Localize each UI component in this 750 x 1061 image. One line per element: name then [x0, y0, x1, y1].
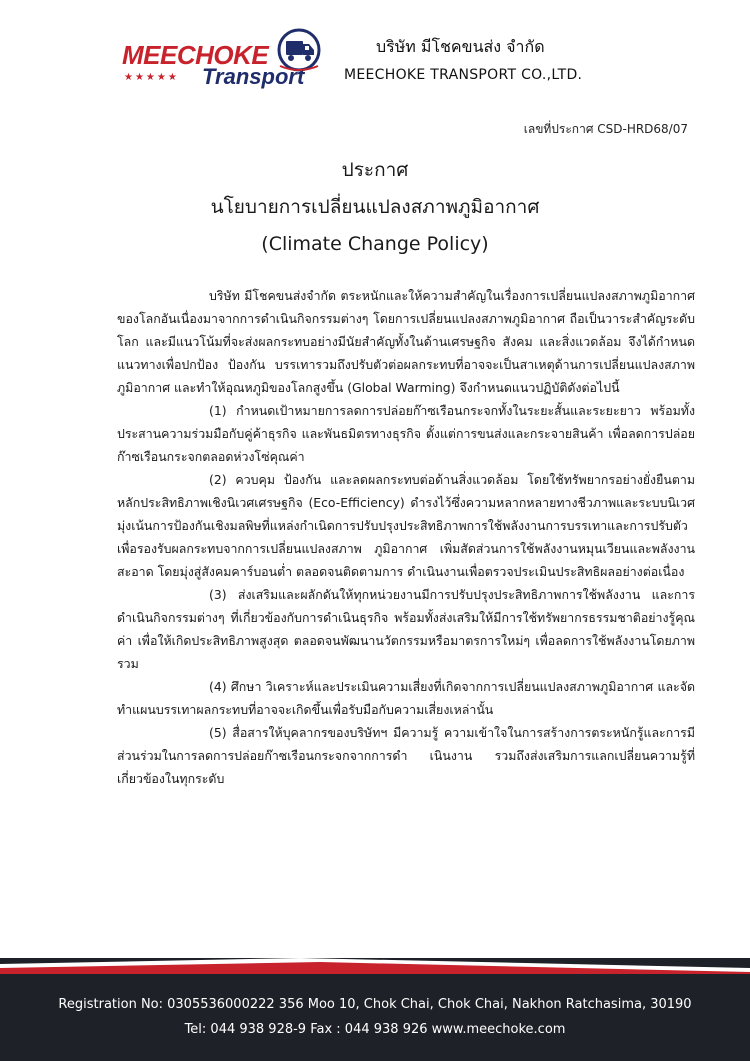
- policy-item-5: (5) สื่อสารให้บุคลากรของบริษัทฯ มีความรู้ ความเข้าใจในการสร้างการตระหนักรู้และการมี ส่วนร่วมในการลดการปล่อยก๊าซเรือนกระจกจากการดำ เนินงาน รวมถึงส่งเสริมการแลกเปลี่ยนความรู้ที่เกี่ยวข้องในทุกระดับ: [117, 725, 695, 786]
- policy-item-1: (1) กำหนดเป้าหมายการลดการปล่อยก๊าซเรือนกระจกทั้งในระยะสั้นและระยะยาว พร้อมทั้งประสานความร่วมมือกับคู่ค้าธุรกิจ และพันธมิตรทางธุรกิจ ตั้งแต่การขนส่งและกระจายสินค้า เพื่อลดการปล่อย ก๊าซเรือนกระจกตลอดห่วงโซ่คุณค่า: [117, 403, 695, 464]
- logo-wordmark-transport: Transport: [202, 64, 305, 89]
- footer-accent-stripe: [0, 958, 750, 974]
- truck-icon: [274, 28, 324, 72]
- intro-paragraph: บริษัท มีโชคขนส่งจำกัด ตระหนักและให้ความสำคัญในเรื่องการเปลี่ยนแปลงสภาพภูมิอากาศของโลกอันเนื่องมาจากการดำเนินกิจกรรมต่างๆ โดยการเปลี่ยนแปลงสภาพภูมิอากาศ ถือเป็นวาระสำคัญระดับโลก และมีแนวโน้มที่จะส่งผลกระทบอย่างมีนัยสำคัญทั้งในด้านเศรษฐกิจ สังคม และสิ่งแวดล้อม จึงได้กำหนดแนวทางเพื่อปกป้อง ป้องกัน บรรเทารวมถึงปรับตัวต่อผลกระทบที่อาจจะเป็นสาเหตุด้านการเปลี่ยนแปลงสภาพภูมิอากาศ และทำให้อุณหภูมิของโลกสูงขึ้น (Global Warming) จึงกำหนดแนวปฏิบัติดังต่อไปนี้: [117, 288, 695, 395]
- company-name-english: MEECHOKE TRANSPORT CO.,LTD.: [344, 67, 583, 83]
- document-number: เลขที่ประกาศ CSD-HRD68/07: [523, 122, 688, 136]
- company-name-thai: บริษัท มีโชคขนส่ง จำกัด: [376, 37, 545, 56]
- policy-item-4: (4) ศึกษา วิเคราะห์และประเมินความเสี่ยงที่เกิดจากการเปลี่ยนแปลงสภาพภูมิอากาศ และจัดทำแผนบรรเทาผลกระทบที่อาจจะเกิดขึ้นเพื่อรับมือกับความเสี่ยงเหล่านั้น: [117, 679, 695, 717]
- footer-registration-address: Registration No: 0305536000222 356 Moo 10, Chok Chai, Chok Chai, Nakhon Ratchasima, 30190: [58, 997, 692, 1012]
- policy-body: [117, 284, 695, 790]
- title-policy-english: (Climate Change Policy): [261, 233, 489, 255]
- title-announcement: ประกาศ: [341, 159, 409, 181]
- title-policy-thai: นโยบายการเปลี่ยนแปลงสภาพภูมิอากาศ: [210, 196, 540, 218]
- logo-wordmark-meechoke: MEECHOKE: [122, 40, 269, 70]
- policy-item-3: (3) ส่งเสริมและผลักดันให้ทุกหน่วยงานมีการปรับปรุงประสิทธิภาพการใช้พลังงาน และการดำเนินกิจกรรมต่างๆ ที่เกี่ยวข้องกับการดำเนินธุรกิจ พร้อมทั้งส่งเสริมให้มีการใช้ทรัพยากรธรรมชาติอย่างรู้คุณค่า เพื่อให้เกิดประสิทธิภาพสูงสุด ตลอดจนพัฒนานวัตกรรมหรือมาตรการใหม่ๆ เพื่อลดการใช้พลังงานโดยภาพรวม: [117, 587, 695, 671]
- announcement-title: [0, 152, 750, 263]
- footer-contact: Tel: 044 938 928-9 Fax : 044 938 926 www.meechoke.com: [184, 1022, 566, 1037]
- company-logo: [122, 28, 337, 89]
- logo-stars: ★★★★★: [124, 72, 179, 83]
- policy-item-2: (2) ควบคุม ป้องกัน และลดผลกระทบต่อด้านสิ่งแวดล้อม โดยใช้ทรัพยากรอย่างยั่งยืนตามหลักประสิทธิภาพเชิงนิเวศเศรษฐกิจ (Eco-Efficiency) ดำรงไว้ซึ่งความหลากหลายทางชีวภาพและระบบนิเวศ มุ่งเน้นการป้องกันเชิงมลพิษที่แหล่งกำเนิดการปรับปรุงประสิทธิภาพการใช้พลังงานการบรรเทาและการปรับตัวเพื่อรองรับผลกระทบจากการเปลี่ยนแปลงสภาพ ภูมิอากาศ เพิ่มสัดส่วนการใช้พลังงานหมุนเวียนและพลังงานสะอาด โดยมุ่งสู่สังคมคาร์บอนต่ำ ตลอดจนติดตามการ ดำเนินงานเพื่อตรวจประเมินประสิทธิผลอย่างต่อเนื่อง: [117, 472, 695, 579]
